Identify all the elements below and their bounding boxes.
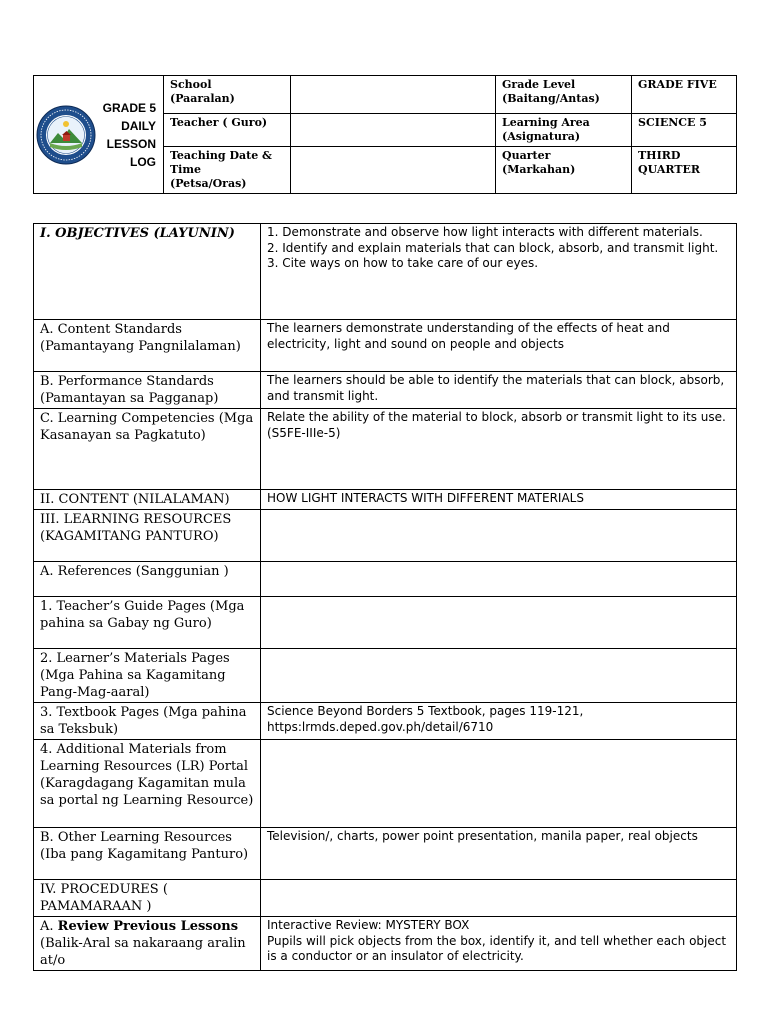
lr-portal-label: 4. Additional Materials from Learning Resources (LR) Portal (Karagdagang Kagamitan mula sa portal ng Learning Resource) [34,740,261,828]
content-value: HOW LIGHT INTERACTS WITH DIFFERENT MATERIALS [261,490,737,510]
textbook-link[interactable]: https:lrmds.deped.gov.ph/detail/6710 [267,719,494,734]
objectives-label: I. OBJECTIVES (LAYUNIN) [34,224,261,320]
grade-lesson-log-title: GRADE 5 DAILY LESSON LOG [102,100,156,169]
review-lessons-value: Interactive Review: MYSTERY BOX Pupils will pick objects from the box, identify it, and tell whether each object is a conductor or an insulator of electricity. [261,917,737,971]
teaching-date-value[interactable] [291,147,496,194]
learners-materials-value [261,649,737,703]
learning-resources-value [261,510,737,562]
other-resources-label: B. Other Learning Resources (Iba pang Kagamitang Panturo) [34,828,261,880]
procedures-value [261,880,737,917]
learning-competencies-label: C. Learning Competencies (Mga Kasanayan sa Pagkatuto) [34,409,261,490]
table-row [34,740,737,828]
content-label: II. CONTENT (NILALAMAN) [34,490,261,510]
textbook-pages-label: 3. Textbook Pages (Mga pahina sa Teksbuk) [34,703,261,740]
references-value [261,562,737,597]
teaching-date-label: Teaching Date & Time (Petsa/Oras) [164,147,291,194]
learners-materials-label: 2. Learner’s Materials Pages (Mga Pahina sa Kagamitang Pang-Mag-aaral) [34,649,261,703]
objectives-value: 1. Demonstrate and observe how light interacts with different materials. 2. Identify and explain materials that can block, absorb, and transmit light. 3. Cite ways on how to take care of our eyes. [261,224,737,320]
school-seal-icon [36,105,96,165]
table-row [34,562,737,597]
teachers-guide-value [261,597,737,649]
lr-portal-value [261,740,737,828]
header-table [33,75,737,194]
lesson-plan-table [33,223,737,971]
review-lessons-label: A. Review Previous Lessons (Balik-Aral sa nakaraang aralin at/o [34,917,261,971]
grade-level-label: Grade Level (Baitang/Antas) [496,76,632,114]
grade-level-value: GRADE FIVE [632,76,737,114]
table-row [34,828,737,880]
logo-title-cell [34,76,164,194]
content-standards-value: The learners demonstrate understanding of the effects of heat and electricity, light and sound on people and objects [261,320,737,372]
learning-area-label: Learning Area (Asignatura) [496,114,632,147]
table-row [34,490,737,510]
table-row [34,880,737,917]
teacher-value[interactable] [291,114,496,147]
learning-area-value: SCIENCE 5 [632,114,737,147]
school-value[interactable] [291,76,496,114]
table-row [34,597,737,649]
teacher-label: Teacher ( Guro) [164,114,291,147]
school-label: School (Paaralan) [164,76,291,114]
performance-standards-label: B. Performance Standards (Pamantayan sa Pagganap) [34,372,261,409]
procedures-label: IV. PROCEDURES ( PAMAMARAAN ) [34,880,261,917]
table-row [34,649,737,703]
table-row [34,510,737,562]
table-row [34,409,737,490]
quarter-label: Quarter (Markahan) [496,147,632,194]
table-row [34,917,737,971]
table-row [34,372,737,409]
table-row [34,703,737,740]
learning-competencies-value: Relate the ability of the material to block, absorb or transmit light to its use. (S5FE-IIIe-5) [261,409,737,490]
other-resources-value: Television/, charts, power point presentation, manila paper, real objects [261,828,737,880]
teachers-guide-label: 1. Teacher’s Guide Pages (Mga pahina sa Gabay ng Guro) [34,597,261,649]
content-standards-label: A. Content Standards (Pamantayang Pangnilalaman) [34,320,261,372]
table-row [34,320,737,372]
learning-resources-label: III. LEARNING RESOURCES (KAGAMITANG PANTURO) [34,510,261,562]
references-label: A. References (Sanggunian ) [34,562,261,597]
quarter-value: THIRD QUARTER [632,147,737,194]
performance-standards-value: The learners should be able to identify the materials that can block, absorb, and transmit light. [261,372,737,409]
table-row [34,224,737,320]
textbook-pages-value: Science Beyond Borders 5 Textbook, pages 119-121, https:lrmds.deped.gov.ph/detail/6710 [261,703,737,740]
